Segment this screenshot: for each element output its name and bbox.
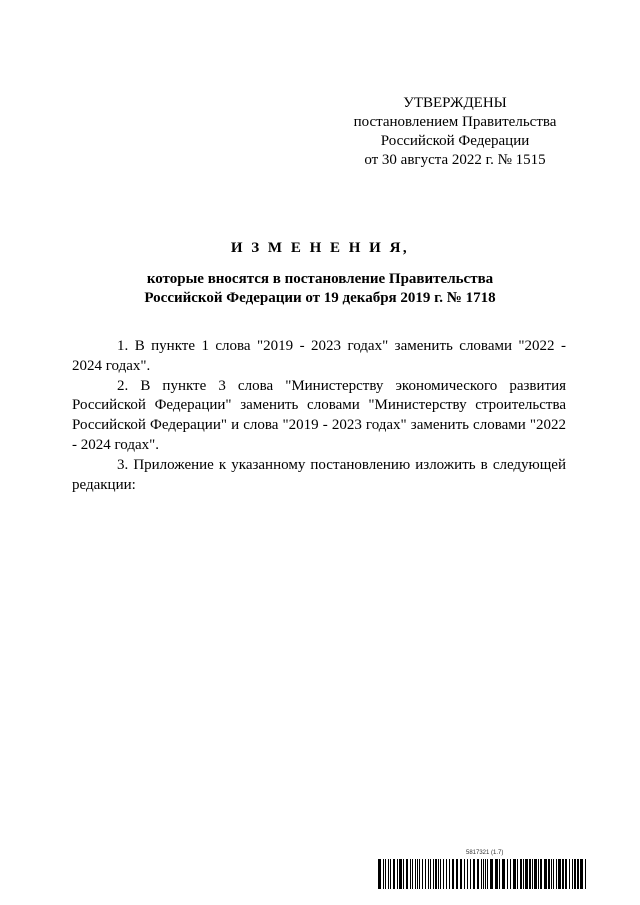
approval-line: Российской Федерации: [380, 133, 530, 149]
barcode-number: 5817321 (1.7): [466, 850, 504, 856]
document-body: [72, 337, 566, 495]
document-title: [72, 239, 568, 308]
approval-line: постановлением Правительства: [353, 114, 557, 130]
approval-block: [335, 94, 575, 170]
paragraph: 2. В пункте 3 слова "Министерству экономического развития Российской Федерации" заменить словами "Министерству строительства Российской Федерации" и слова "2019 - 2023 годах" заменить словами "2022 - 2024 годах".: [72, 377, 566, 453]
title-subtitle: Российской Федерации от 19 декабря 2019 г. № 1718: [144, 290, 496, 306]
approval-heading: УТВЕРЖДЕНЫ: [403, 95, 507, 111]
paragraph: 3. Приложение к указанному постановлению изложить в следующей редакции:: [72, 456, 566, 493]
barcode-bars: [378, 859, 588, 889]
title-subtitle: которые вносятся в постановление Правительства: [146, 271, 494, 287]
approval-date-number: от 30 августа 2022 г. № 1515: [364, 152, 546, 168]
paragraph: 1. В пункте 1 слова "2019 - 2023 годах" заменить словами "2022 - 2024 годах".: [72, 338, 566, 374]
barcode: [378, 850, 588, 890]
title-main: И З М Е Н Е Н И Я,: [230, 240, 410, 256]
